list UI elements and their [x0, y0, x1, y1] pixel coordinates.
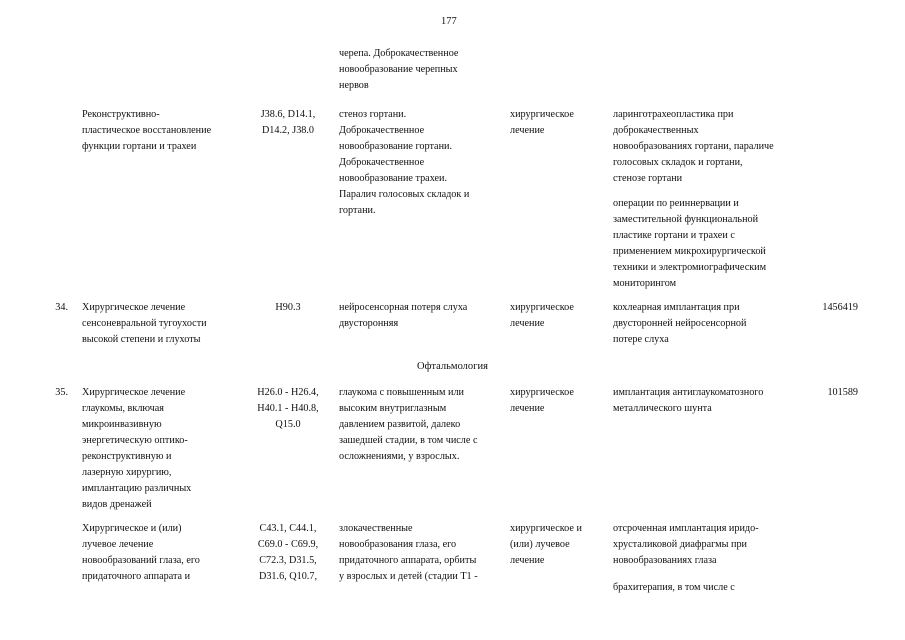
condition-continuation: черепа. Доброкачественное новообразование черепных нервов [339, 48, 459, 91]
row-treatment: хирургическое и (или) лучевое лечение [510, 523, 582, 566]
row-cost: 101589 [827, 387, 858, 398]
row-method: отсроченная имплантация иридо- хрусталиковой диафрагмы при новообразованиях глаза [613, 523, 759, 566]
row-condition: глаукома с повышенным или высоким внутриглазным давлением развитой, далеко зашедшей стадии, в том числе с осложнениями, у взрослых. [339, 387, 478, 462]
row-codes: C43.1, C44.1, C69.0 - C69.9, C72.3, D31.5, D31.6, Q10.7, [257, 523, 319, 582]
row-codes: J38.6, D14.1, D14.2, J38.0 [260, 109, 316, 136]
row-method: операции по реиннервации и заместительной функциональной пластике гортани и трахеи с применением микрохирургической техники и электромиографическим мониторингом [613, 198, 767, 289]
row-codes: H26.0 - H26.4, H40.1 - H40.8, Q15.0 [257, 387, 319, 430]
row-name: Реконструктивно- пластическое восстановление функции гортани и трахеи [82, 109, 212, 152]
row-cost: 1456419 [822, 302, 858, 313]
row-name: Хирургическое и (или) лучевое лечение новообразований глаза, его придаточного аппарата и [82, 523, 200, 582]
page-number: 177 [441, 16, 457, 27]
row-treatment: хирургическое лечение [510, 387, 574, 414]
row-condition: стеноз гортани. Доброкачественное новообразование гортани. Доброкачественное новообразование трахеи. Паралич голосовых складок и гортани. [339, 109, 470, 216]
row-condition: злокачественные новообразования глаза, его придаточного аппарата, орбиты у взрослых и детей (стадии T1 - [339, 523, 478, 582]
row-treatment: хирургическое лечение [510, 302, 574, 329]
row-method: брахитерапия, в том числе с [613, 582, 735, 593]
row-treatment: хирургическое лечение [510, 109, 574, 136]
row-number: 34. [55, 302, 68, 313]
row-name: Хирургическое лечение глаукомы, включая микроинвазивную энергетическую оптико- реконструктивную и лазерную хирургию, имплантацию различных видов дренажей [82, 387, 192, 510]
row-condition: нейросенсорная потеря слуха двусторонняя [339, 302, 468, 329]
row-method: имплантация антиглаукоматозного металлического шунта [613, 387, 764, 414]
row-name: Хирургическое лечение сенсоневральной тугоухости высокой степени и глухоты [82, 302, 207, 345]
section-title: Офтальмология [417, 361, 488, 372]
row-method: кохлеарная имплантация при двусторонней нейросенсорной потере слуха [613, 302, 747, 345]
row-number: 35. [55, 387, 68, 398]
row-method: ларинготрахеопластика при доброкачественных новообразованиях гортани, параличе голосовых складок и гортани, стенозе гортани [613, 109, 774, 184]
row-codes: H90.3 [275, 302, 301, 313]
